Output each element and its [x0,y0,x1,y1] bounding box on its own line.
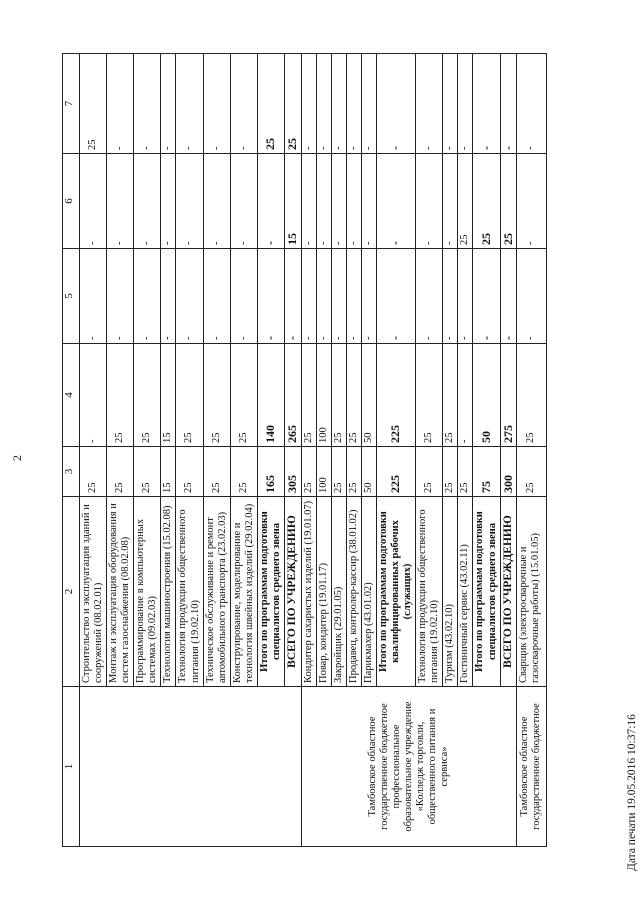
value-cell: 25 [416,344,443,447]
value-cell: - [176,249,203,344]
value-cell: 25 [134,344,161,447]
value-cell: - [458,54,473,154]
value-cell: 50 [473,344,500,447]
value-cell: - [458,249,473,344]
value-cell: 25 [517,447,546,497]
value-cell: 275 [500,344,517,447]
value-cell: 25 [107,447,134,497]
value-cell: 15 [161,447,176,497]
value-cell: - [161,54,176,154]
value-cell: - [473,249,500,344]
value-cell: - [416,249,443,344]
value-cell: - [361,249,376,344]
value-cell: - [80,344,107,447]
value-cell: 25 [230,447,257,497]
value-cell: 25 [176,447,203,497]
value-cell: - [203,54,230,154]
value-cell: 50 [361,447,376,497]
value-cell: - [500,54,517,154]
value-cell: - [203,249,230,344]
value-cell: - [517,154,546,249]
value-cell: - [316,249,331,344]
value-cell: 25 [458,154,473,249]
value-cell: - [517,54,546,154]
value-cell: 25 [257,54,284,154]
value-cell: - [331,154,346,249]
table-row [301,54,316,847]
value-cell: 25 [517,344,546,447]
value-cell: - [230,54,257,154]
value-cell: 300 [500,447,517,497]
program-cell: Итого по программам подготовки специалистов среднего звена [473,497,500,687]
value-cell: - [377,54,416,154]
value-cell: 25 [284,54,301,154]
value-cell: - [346,54,361,154]
value-cell: 25 [443,447,458,497]
value-cell: - [230,154,257,249]
program-cell: Программирование в компьютерных системах (09.02.03) [134,497,161,687]
value-cell: - [257,154,284,249]
value-cell: 25 [346,447,361,497]
value-cell: 100 [316,447,331,497]
table-row [80,54,107,847]
value-cell: - [377,154,416,249]
value-cell: - [301,54,316,154]
institution-cell: Тамбовское областное государственное бюджетное профессиональное образовательное учреждение «Колледж торговли, общественного питания и сервиса» [301,687,517,847]
program-cell: Технология машиностроения (15.02.08) [161,497,176,687]
program-cell: ВСЕГО ПО УЧРЕЖДЕНИЮ [284,497,301,687]
value-cell: - [377,249,416,344]
value-cell: 25 [230,344,257,447]
admission-quota-table [62,53,547,847]
header-row [63,54,80,847]
col-header-5: 5 [63,249,80,344]
institution-cell [80,687,302,847]
value-cell: - [80,249,107,344]
value-cell: - [416,54,443,154]
value-cell: 25 [346,344,361,447]
col-header-2: 2 [63,497,80,687]
value-cell: - [443,54,458,154]
value-cell: 25 [80,447,107,497]
value-cell: 25 [176,344,203,447]
value-cell: - [161,249,176,344]
value-cell: - [257,249,284,344]
value-cell: - [203,154,230,249]
value-cell: 140 [257,344,284,447]
program-cell: ВСЕГО ПО УЧРЕЖДЕНИЮ [500,497,517,687]
value-cell: - [176,154,203,249]
value-cell: 25 [203,447,230,497]
value-cell: - [134,249,161,344]
value-cell: - [230,249,257,344]
program-cell: Техническое обслуживание и ремонт автомобильного транспорта (23.02.03) [203,497,230,687]
value-cell: 165 [257,447,284,497]
value-cell: 25 [80,54,107,154]
value-cell: 15 [161,344,176,447]
value-cell: 25 [443,344,458,447]
value-cell: 25 [416,447,443,497]
value-cell: - [361,54,376,154]
value-cell: - [500,249,517,344]
value-cell: - [458,344,473,447]
value-cell: - [107,154,134,249]
value-cell: - [473,54,500,154]
value-cell: - [107,249,134,344]
value-cell: 25 [500,154,517,249]
value-cell: - [416,154,443,249]
program-cell: Строительство и эксплуатация зданий и сооружений (08.02.01) [80,497,107,687]
value-cell: 75 [473,447,500,497]
value-cell: 25 [473,154,500,249]
value-cell: - [301,154,316,249]
table-row [517,54,546,847]
value-cell: - [107,54,134,154]
program-cell: Итого по программам подготовки специалистов среднего звена [257,497,284,687]
value-cell: 25 [331,447,346,497]
col-header-1: 1 [63,687,80,847]
value-cell: - [346,249,361,344]
program-cell: Закройщик (29.01.05) [331,497,346,687]
value-cell: 25 [301,447,316,497]
value-cell: 50 [361,344,376,447]
value-cell: 25 [203,344,230,447]
program-cell: Гостиничный сервис (43.02.11) [458,497,473,687]
value-cell: - [80,154,107,249]
value-cell: 225 [377,344,416,447]
value-cell: - [443,154,458,249]
value-cell: 25 [301,344,316,447]
value-cell: - [346,154,361,249]
value-cell: - [331,54,346,154]
value-cell: - [301,249,316,344]
value-cell: 25 [107,344,134,447]
program-cell: Монтаж и эксплуатация оборудования и систем газоснабжения (08.02.08) [107,497,134,687]
program-cell: Кондитер сахаристых изделий (19.01.07) [301,497,316,687]
value-cell: - [134,54,161,154]
col-header-4: 4 [63,344,80,447]
value-cell: 265 [284,344,301,447]
value-cell: 100 [316,344,331,447]
value-cell: 225 [377,447,416,497]
print-date: Дата печати 19.05.2016 10:37:16 [626,714,638,871]
value-cell: - [134,154,161,249]
value-cell: - [176,54,203,154]
col-header-6: 6 [63,154,80,249]
value-cell: 25 [134,447,161,497]
value-cell: 305 [284,447,301,497]
program-cell: Технология продукции общественного питания (19.02.10) [416,497,443,687]
value-cell: - [361,154,376,249]
value-cell: - [443,249,458,344]
institution-cell: Тамбовское областное государственное бюджетное [517,687,546,847]
page-number: 2 [10,455,24,461]
value-cell: - [161,154,176,249]
program-cell: Парикмахер (43.01.02) [361,497,376,687]
col-header-3: 3 [63,447,80,497]
program-cell: Итого по программам подготовки квалифицированных рабочих (служащих) [377,497,416,687]
program-cell: Сварщик (электросварочные и газосварочные работы) (15.01.05) [517,497,546,687]
program-cell: Продавец, контролер-кассир (38.01.02) [346,497,361,687]
program-cell: Технология продукции общественного питания (19.02.10) [176,497,203,687]
program-cell: Туризм (43.02.10) [443,497,458,687]
value-cell: - [284,249,301,344]
value-cell: - [316,154,331,249]
program-cell: Конструирование, моделирование и технология швейных изделий (29.02.04) [230,497,257,687]
value-cell: - [331,249,346,344]
value-cell: - [517,249,546,344]
value-cell: 15 [284,154,301,249]
value-cell: 25 [331,344,346,447]
program-cell: Повар, кондитер (19.01.17) [316,497,331,687]
value-cell: - [316,54,331,154]
col-header-7: 7 [63,54,80,154]
value-cell: 25 [458,447,473,497]
